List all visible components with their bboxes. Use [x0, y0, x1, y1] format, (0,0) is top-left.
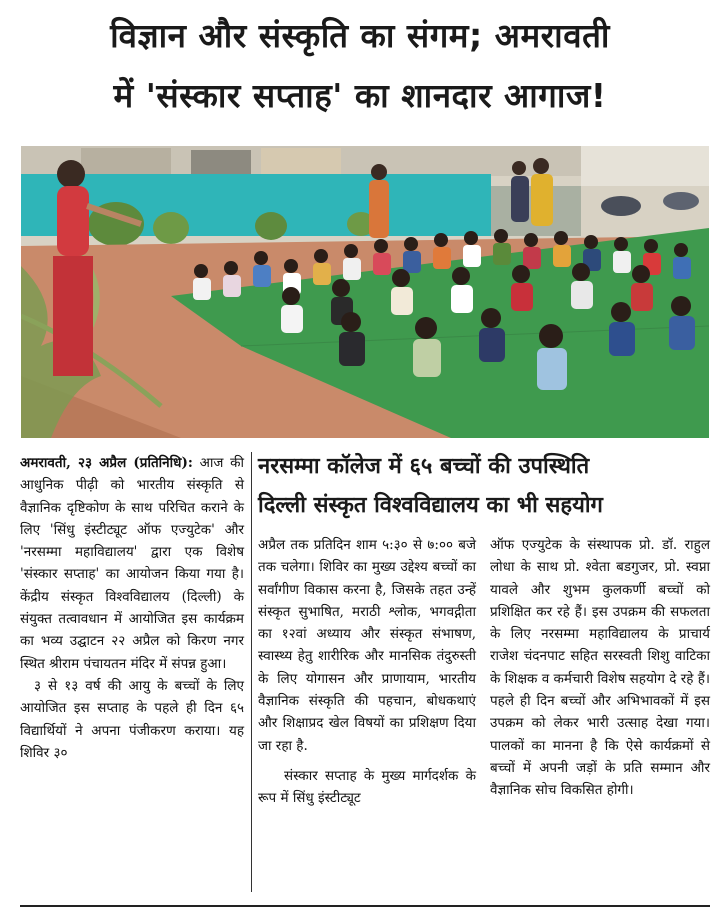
column-divider: [251, 452, 252, 892]
subheadline: [258, 447, 710, 525]
column-middle: [258, 534, 476, 894]
paragraph: ऑफ एज्युटेक के संस्थापक प्रो. डॉ. राहुल लोधा के साथ प्रो. श्वेता बडगुजर, प्रो. स्वप्ना यावले और शुभम कुलकर्णी बच्चों को प्रशिक्षित कर रहे हैं। इस उपक्रम की सफलता के लिए नरसम्मा महाविद्यालय के प्राचार्य राजेश चंदनपाट सहित सरस्वती शिशु वाटिका के शिक्षक व कर्मचारी विशेष सहयोग दे रहे हैं। पहले ही दिन बच्चों और अभिभावकों में इस उपक्रम को लेकर भारी उत्साह देखा गया। पालकों का मानना है कि ऐसे कार्यक्रमों से बच्चों में अपनी जड़ों के प्रति सम्मान और वैज्ञानिक सोच विकसित होगी।: [490, 537, 710, 799]
paragraph: अप्रैल तक प्रतिदिन शाम ५:३० से ७:०० बजे तक चलेगा। शिविर का मुख्य उद्देश्य बच्चों का सर्वांगीण विकास करना है, जिसके तहत उन्हें संस्कृत सुभाषित, मराठी श्लोक, भगवद्गीता का १२वां अध्याय और संस्कृत संभाषण, स्वास्थ्य हेतु शारीरिक और मानसिक तंदुरुस्ती के लिए योगासन और प्राणायाम, भारतीय वैज्ञानिक संस्कृति की पहचान, बोधकथाएं और शिक्षाप्रद खेल विषयों का प्रशिक्षण दिया जा रहा है.: [258, 537, 476, 754]
column-left: [20, 452, 244, 892]
dateline: अमरावती, २३ अप्रैल (प्रतिनिधि):: [20, 455, 193, 471]
headline-line-2: में 'संस्कार सप्ताह' का शानदार आगाज!: [113, 76, 607, 115]
column-right: [490, 534, 710, 894]
headline: [8, 6, 712, 132]
paragraph-text: आज की आधुनिक पीढ़ी को भारतीय संस्कृति से वैज्ञानिक दृष्टिकोण के साथ परिचित कराने के लिए 'सिंधु इंस्टीट्यूट ऑफ एज्युटेक' और 'नरसम्मा महाविद्यालय' द्वारा एक विशेष 'संस्कार सप्ताह' का आयोजन किया गया है। केंद्रीय संस्कृत विश्वविद्यालय (दिल्ली) के संयुक्त तत्वावधान में आयोजित इस कार्यक्रम का भव्य उद्घाटन २२ अप्रैल को किरण नगर स्थित श्रीराम पंचायतन मंदिर में संपन्न हुआ।: [20, 455, 244, 672]
article-photo: [21, 146, 709, 438]
photo-illustration: [21, 146, 709, 438]
paragraph: ३ से १३ वर्ष की आयु के बच्चों के लिए आयोजित इस सप्ताह के पहले ही दिन ६५ विद्यार्थियों ने अपना पंजीकरण कराया। यह शिविर ३०: [20, 677, 244, 761]
bottom-rule: [20, 905, 710, 907]
subheadline-line-1: नरसम्मा कॉलेज में ६५ बच्चों की उपस्थिति: [258, 454, 590, 479]
paragraph: [20, 452, 244, 675]
subheadline-line-2: दिल्ली संस्कृत विश्वविद्यालय का भी सहयोग: [258, 493, 603, 518]
headline-line-1: विज्ञान और संस्कृति का संगम; अमरावती: [110, 16, 610, 55]
paragraph: संस्कार सप्ताह के मुख्य मार्गदर्शक के रूप में सिंधु इंस्टीट्यूट: [258, 767, 476, 807]
